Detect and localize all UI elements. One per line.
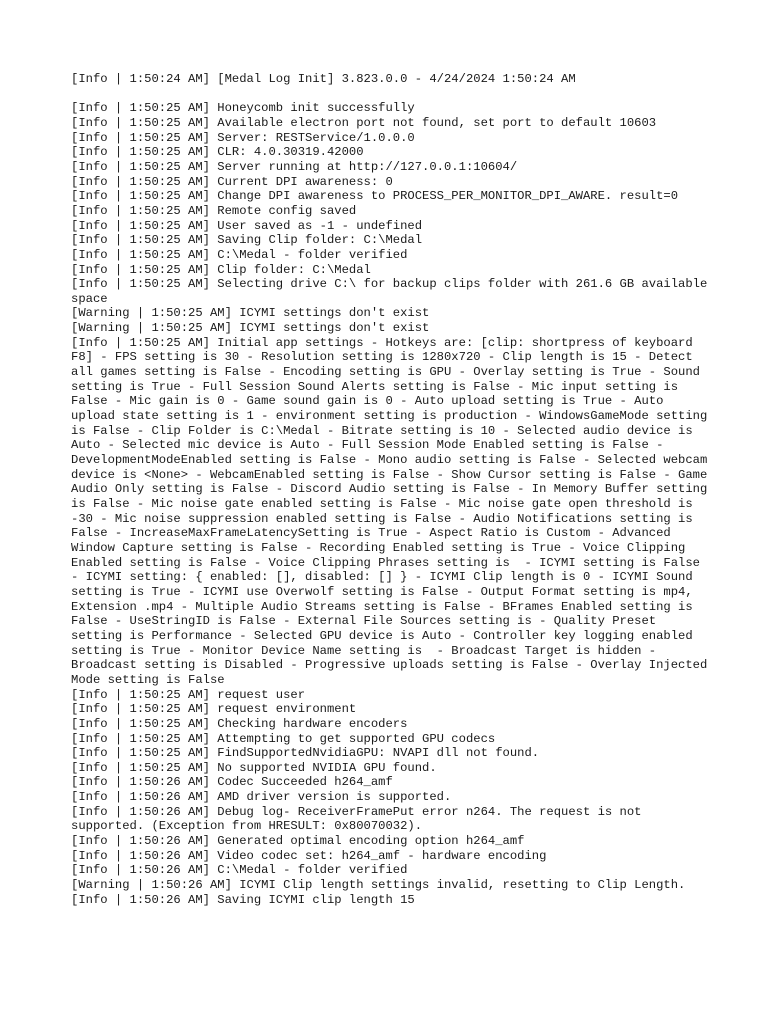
log-line: [Info | 1:50:25 AM] Change DPI awareness to PROCESS_PER_MONITOR_DPI_AWARE. result=0 xyxy=(71,189,679,204)
log-line: [Info | 1:50:26 AM] Video codec set: h264_amf - hardware encoding xyxy=(71,848,547,863)
log-line: [Info | 1:50:25 AM] Selecting drive C:\ for backup clips folder with 261.6 GB available space xyxy=(71,277,715,306)
log-line: [Info | 1:50:25 AM] Checking hardware encoders xyxy=(71,716,408,731)
log-line: [Info | 1:50:26 AM] Generated optimal encoding option h264_amf xyxy=(71,834,525,849)
log-line: [Info | 1:50:25 AM] FindSupportedNvidiaGPU: NVAPI dll not found. xyxy=(71,746,540,761)
log-line: [Info | 1:50:26 AM] AMD driver version is supported. xyxy=(71,790,452,805)
log-line: [Info | 1:50:25 AM] Clip folder: C:\Medal xyxy=(71,262,371,277)
log-line: [Info | 1:50:25 AM] Saving Clip folder: C:\Medal xyxy=(71,233,423,248)
log-line: [Info | 1:50:25 AM] request user xyxy=(71,687,306,702)
log-line-initial-settings: [Info | 1:50:25 AM] Initial app settings - Hotkeys are: [clip: shortpress of keyboard F8] - FPS setting is 30 - Resolution setting is 1280x720 - Clip length is 15 - Detect all games setting is False - Encoding setting is GPU - Overlay setting is True - Sound setting is True - Full Session Sound Alerts setting is False - Mic input setting is False - Mic gain is 0 - Game sound gain is 0 - Auto upload setting is True - Auto upload state setting is 1 - environment setting is production - WindowsGameMode setting is False - Clip Folder is C:\Medal - Bitrate setting is 10 - Selected audio device is Auto - Selected mic device is Auto - Full Session Mode Enabled setting is False - DevelopmentModeEnabled setting is False - Mono audio setting is False - Selected webcam device is <None> - WebcamEnabled setting is False - Show Cursor setting is False - Game Audio Only setting is False - Discord Audio setting is False - In Memory Buffer setting is False - Mic noise gate enabled setting is False - Mic noise gate open threshold is -30 - Mic noise suppression enabled setting is False - Audio Notifications setting is False - IncreaseMaxFrameLatencySetting is True - Aspect Ratio is Custom - Advanced Window Capture setting is False - Recording Enabled setting is True - Voice Clipping Enabled setting is False - Voice Clipping Phrases setting is - ICYMI setting is False - ICYMI setting: { enabled: [], disabled: [] } - ICYMI Clip length is 0 - ICYMI Sound setting is True - ICYMI use Overwolf setting is False - Output Format setting is mp4, Extension .mp4 - Multiple Audio Streams setting is False - BFrames Enabled setting is False - UseStringID is False - External File Sources setting is - Quality Preset setting is Performance - Selected GPU device is Auto - Controller key logging enabled setting is True - Monitor Device Name setting is - Broadcast Target is hidden - Broadcast setting is Disabled - Progressive uploads setting is False - Overlay Injected Mode setting is False xyxy=(71,335,715,687)
log-line: [Info | 1:50:25 AM] No supported NVIDIA GPU found. xyxy=(71,760,437,775)
log-line: [Info | 1:50:26 AM] Saving ICYMI clip length 15 xyxy=(71,892,415,907)
log-line: [Info | 1:50:25 AM] Current DPI awareness: 0 xyxy=(71,174,393,189)
blank-line xyxy=(71,87,711,102)
log-line: [Info | 1:50:25 AM] Honeycomb init successfully xyxy=(71,101,415,116)
log-document xyxy=(71,72,715,907)
log-line: [Info | 1:50:25 AM] C:\Medal - folder verified xyxy=(71,247,408,262)
log-line: [Info | 1:50:26 AM] Debug log- ReceiverFramePut error n264. The request is not supported. (Exception from HRESULT: 0x80070032). xyxy=(71,804,649,834)
log-line: [Info | 1:50:25 AM] Server running at http://127.0.0.1:10604/ xyxy=(71,159,518,174)
log-line-warning: [Warning | 1:50:26 AM] ICYMI Clip length settings invalid, resetting to Clip Length. xyxy=(71,878,686,893)
log-line: [Info | 1:50:25 AM] Attempting to get supported GPU codecs xyxy=(71,731,496,746)
log-line: [Info | 1:50:25 AM] Available electron port not found, set port to default 10603 xyxy=(71,115,657,130)
log-line: [Info | 1:50:25 AM] User saved as -1 - undefined xyxy=(71,218,423,233)
log-line-init: [Info | 1:50:24 AM] [Medal Log Init] 3.823.0.0 - 4/24/2024 1:50:24 AM xyxy=(71,72,576,86)
log-line-warning: [Warning | 1:50:25 AM] ICYMI settings don't exist xyxy=(71,321,430,336)
log-line: [Info | 1:50:25 AM] CLR: 4.0.30319.42000 xyxy=(71,145,364,160)
log-line: [Info | 1:50:25 AM] request environment xyxy=(71,702,357,717)
log-line: [Info | 1:50:26 AM] Codec Succeeded h264_amf xyxy=(71,775,393,790)
log-line: [Info | 1:50:25 AM] Remote config saved xyxy=(71,203,357,218)
log-line: [Info | 1:50:26 AM] C:\Medal - folder verified xyxy=(71,863,408,878)
log-line-warning: [Warning | 1:50:25 AM] ICYMI settings don't exist xyxy=(71,306,430,321)
log-line: [Info | 1:50:25 AM] Server: RESTService/1.0.0.0 xyxy=(71,130,415,145)
